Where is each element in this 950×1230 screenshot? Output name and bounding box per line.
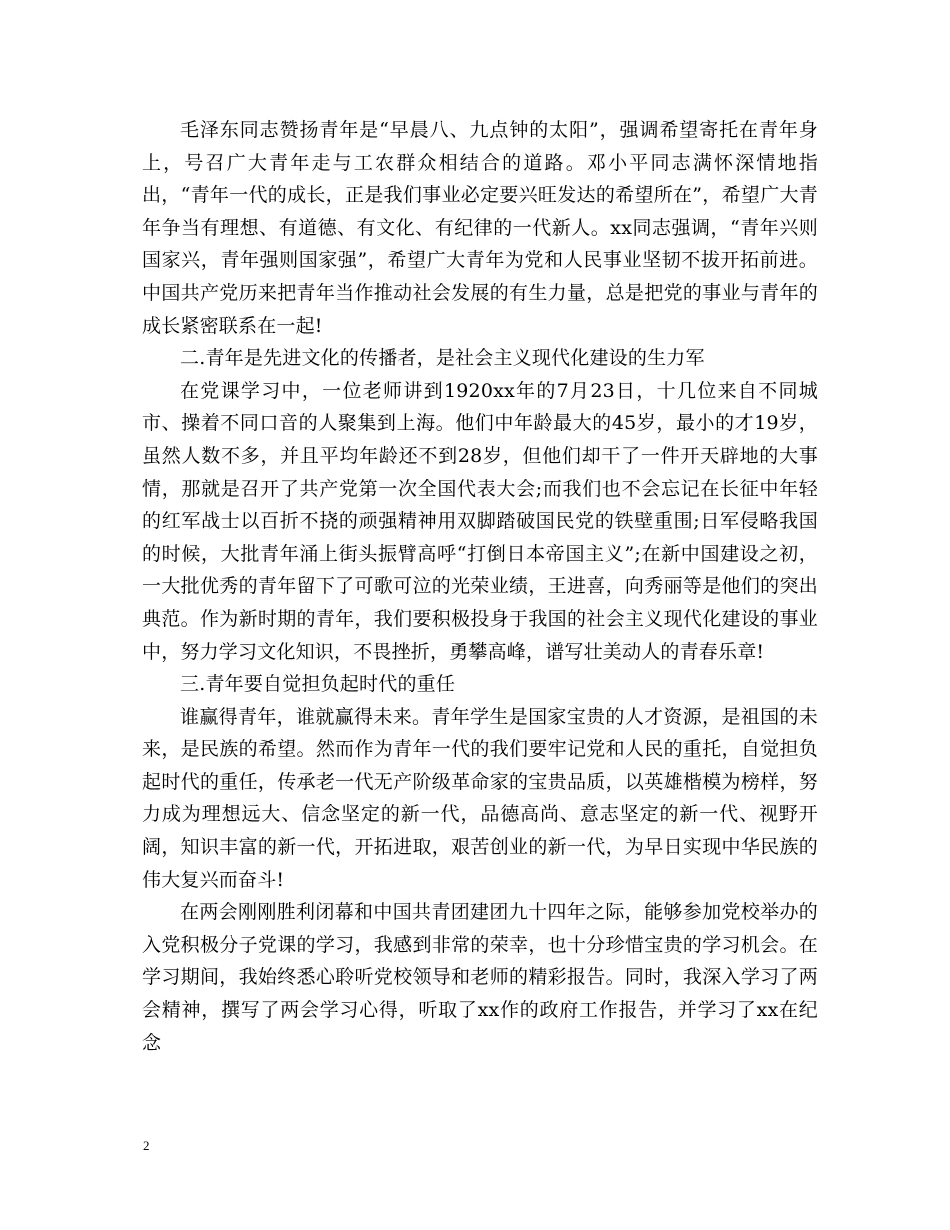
paragraph-youth-quotes: 毛泽东同志赞扬青年是“早晨八、九点钟的太阳”，强调希望寄托在青年身上，号召广大青年走与工农群众相结合的道路。邓小平同志满怀深情地指出，“青年一代的成长，正是我们事业必定要兴旺发达的希望所在”，希望广大青年争当有理想、有道德、有文化、有纪律的一代新人。xx同志强调，“青年兴则国家兴，青年强则国家强”，希望广大青年为党和人民事业坚韧不拔开拓前进。中国共产党历来把青年当作推动社会发展的有生力量，总是把党的事业与青年的成长紧密联系在一起! bbox=[142, 119, 818, 337]
page-number: 2 bbox=[143, 1138, 150, 1153]
paragraph-party-school-study: 在两会刚刚胜利闭幕和中国共青团建团九十四年之际，能够参加党校举办的入党积极分子党课的学习，我感到非常的荣幸，也十分珍惜宝贵的学习机会。在学习期间，我始终悉心聆听党校领导和老师的精彩报告。同时，我深入学习了两会精神，撰写了两会学习心得，听取了xx作的政府工作报告，并学习了xx在纪念 bbox=[142, 901, 818, 1054]
paragraph-party-class-history: 在党课学习中，一位老师讲到1920xx年的7月23日，十几位来自不同城市、操着不同口音的人聚集到上海。他们中年龄最大的45岁，最小的才19岁，虽然人数不多，并且平均年龄还不到28岁，但他们却干了一件开天辟地的大事情，那就是召开了共产党第一次全国代表大会;而我们也不会忘记在长征中年轻的红军战士以百折不挠的顽强精神用双脚踏破国民党的铁壁重围;日军侵略我国的时候，大批青年涌上街头振臂高呼“打倒日本帝国主义”;在新中国建设之初，一大批优秀的青年留下了可歌可泣的光荣业绩，王进喜，向秀丽等是他们的突出典范。作为新时期的青年，我们要积极投身于我国的社会主义现代化建设的事业中，努力学习文化知识，不畏挫折，勇攀高峰，谱写壮美动人的青春乐章! bbox=[142, 379, 818, 663]
section-heading-three: 三.青年要自觉担负起时代的重任 bbox=[180, 673, 456, 696]
paragraph-youth-responsibility: 谁赢得青年，谁就赢得未来。青年学生是国家宝贵的人才资源，是祖国的未来，是民族的希望。然而作为青年一代的我们要牢记党和人民的重托，自觉担负起时代的重任，传承老一代无产阶级革命家的宝贵品质，以英雄楷模为榜样，努力成为理想远大、信念坚定的新一代，品德高尚、意志坚定的新一代、视野开阔，知识丰富的新一代，开拓进取，艰苦创业的新一代，为早日实现中华民族的伟大复兴而奋斗! bbox=[142, 705, 818, 891]
document-body bbox=[142, 114, 818, 1059]
section-heading-two: 二.青年是先进文化的传播者，是社会主义现代化建设的生力军 bbox=[180, 347, 705, 370]
